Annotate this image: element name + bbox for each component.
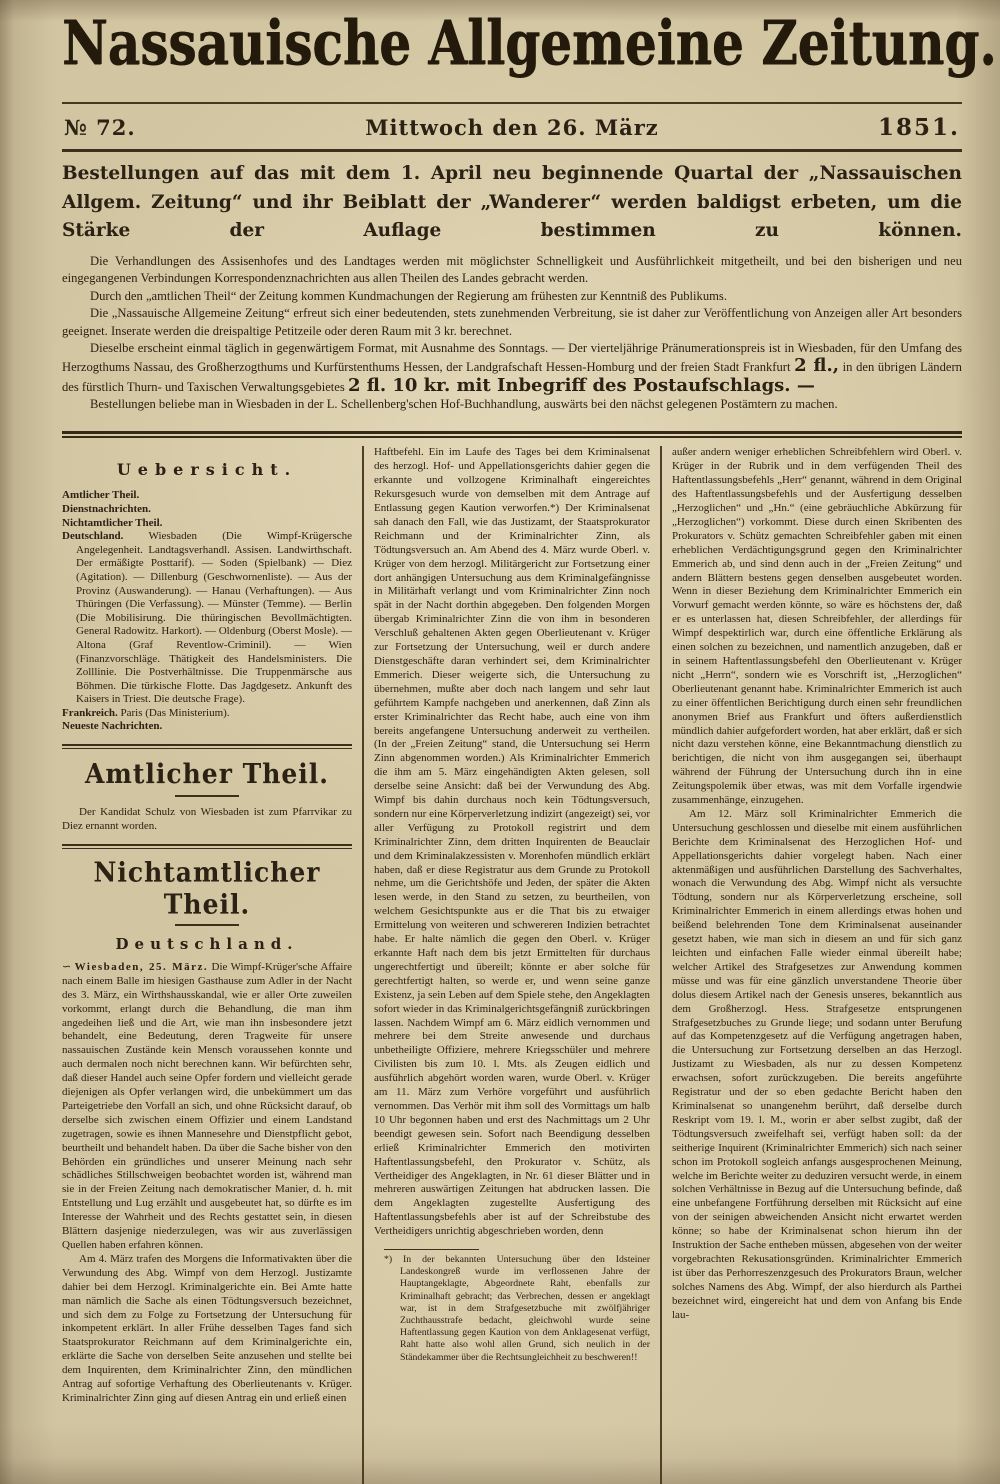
masthead-title: Nassauische Allgemeine Zeitung. bbox=[62, 6, 997, 79]
footnote-text: *) In der bekannten Untersuchung über den Idsteiner Landeskongreß wurde im verflossenen Jahre der Hauptangeklagte, Abgeordnete Raht, ebenfalls zur Kriminalhaft gebracht; das Verbrechen, dessen er angeklagt war, ist in dem Strafgesetzbuche mit zwölfjähriger Zuchthausstrafe bedacht, gleichwohl wurde seine Haftentlassung gegen Kaution von dem Anklagesenat verfügt, Raht hatte also wohl allen Grund, sich neulich in der Ständekammer über die Rechtsungleichheit zu beschweren!! bbox=[384, 1254, 650, 1363]
footnote-rule bbox=[384, 1249, 479, 1250]
issue-year: 1851. bbox=[877, 114, 960, 141]
overview-item: Frankreich. Paris (Das Ministerium). bbox=[62, 706, 230, 719]
overview-item: Amtlicher Theil. bbox=[62, 489, 140, 502]
subscription-notice bbox=[62, 152, 962, 423]
overview-item: Nichtamtlicher Theil. bbox=[62, 516, 163, 529]
footnote bbox=[384, 1249, 650, 1364]
unofficial-section-title: Nichtamtlicher Theil. bbox=[93, 855, 321, 920]
overview-item: Neueste Nachrichten. bbox=[62, 720, 163, 733]
heading-rule bbox=[175, 795, 239, 797]
heading-rule bbox=[175, 924, 239, 926]
country-heading: Deutschland. bbox=[115, 934, 299, 953]
overview-item: Deutschland. Wiesbaden (Die Wimpf-Krügersche Angelegenheit. Landtagsverhandl. Assisen. Landwirthschaft. Der ermäßigte Posttarif). — Soden (Spielbank) — Diez (Agitation). — Dillenburg (Geschwornenliste). — Aus der Provinz (Auswanderung). — Hanau (Verhaftungen). — Aus Thüringen (Die Verfassung). — Münster (Temme). — Berlin (Die Mobilisirung. Die thüringischen Bevollmächtigten. General Radowitz. Harkort). — Oldenburg (Oberst Mosle). — Altona (Graf Reventlow-Criminil). — Wien (Finanzvorschläge. Thätigkeit des Handelsministers. Die Zolllinie. Die Postverhältnisse. Die Truppenmärsche aus Böhmen. Die türkische Flotte. Das Jagdgesetz. Ankunft des Kaisers in Triest. Die deutsche Frage). bbox=[62, 530, 352, 706]
section-divider-rule bbox=[62, 431, 962, 438]
article-paragraph: ∽ Wiesbaden, 25. März. Die Wimpf-Krüger'sche Affaire nach einem Balle im hiesigen Gasthause zum Adler in der Nacht des 3. März, ein Wirthshausskandal, wie er aller Orte zuweilen vorkommt, erlangt durch die Behandlung, die man ihm angedeihen ließ und die Art, wie man ihn insbesondere jetzt behandelt, eine Bedeutung, deren Tragweite für unsere nassauischen Zustände kein Mensch voraussehen konnte und auch dermalen noch nicht berechnen kann. Wir befürchten sehr, daß dieser Handel auch seine Opfer fordern und vielleicht gerade diejenigen als Opfer verlangen wird, die unbekümmert um das Parteigetriebe den Vorfall an sich, und ohne Rücksicht darauf, ob derselbe sich zwischen einem Offizier und einem Landstand zugetragen, sowie es ihnen Mannesehre und Dienstpflicht gebot, beurtheilt und behandelt haben. Da über die Sache bisher von den Behörden ein gründliches und unserer Meinung nach sehr schädliches Stillschweigen beobachtet worden ist, während man sie in der Freien Zeitung nach demokratischer Manier, d. h. mit Entstellung und Lug erzählt und ausgebeutet hat, so dürfte es im Interesse der Wahrheit und des Rechts gestattet sein, in diesen Blättern dasjenige niederzulegen, was wir aus zuverlässigen Quellen haben erfahren können. bbox=[62, 960, 352, 1252]
article-lead-mark: ∽ bbox=[62, 960, 72, 973]
article-paragraph: Am 4. März trafen des Morgens die Informativakten über die Verwundung des Abg. Wimpf von dem Herzogl. Justizamte dahier bei dem Herzogl. Kriminalgerichte ein. Bei Amte hatte man nämlich die Sache als einen Tödtungsversuch bezeichnet, und sich dem zu Folge zu Fortsetzung der Untersuchung für inkompetent erklärt. In aller Frühe desselben Tages fand sich Staatsprokurator Reichmann auf dem Kriminalgerichte ein, erklärte die Sache von derselben Seite anzusehen und stellte bei dem Inquirenten, dem Kriminalrichter Zinn, den mündlichen Antrag auf sofortige Verhaftung des Oberlieutenants v. Krüger. Kriminalrichter Zinn ging auf diesen Antrag ein und erließ einen bbox=[62, 1252, 352, 1404]
divider-rule bbox=[62, 744, 352, 749]
notice-text: Dieselbe erscheint einmal täglich in gegenwärtigem Format, mit Ausnahme des Sonntags. — Der vierteljährige Pränumerationspreis ist in Wiesbaden, für den Umfang des Herzogthums Nassau, des Großherzogthums und Kurfürstenthums Hessen, der Landgrafschaft Hessen-Homburg und der freien Stadt Frankfurt bbox=[62, 340, 962, 375]
notice-headline: Bestellungen auf das mit dem 1. April neu beginnende Quartal der „Nassauischen Allgem. Zeitung“ und ihr Beiblatt der „Wanderer“ werden baldigst erbeten, um die Stärke der Auflage bestimmen zu können. bbox=[62, 163, 962, 242]
notice-text: in den übrigen Ländern des fürstlich Thurn- und Taxischen Verwaltungsgebietes bbox=[62, 360, 962, 394]
article-dateline: Wiesbaden, 25. März. bbox=[74, 960, 209, 973]
notice-paragraph: Die Verhandlungen des Assisenhofes und des Landtages werden mit möglichster Schnelligkeit und Ausführlichkeit mitgetheilt, und bei den bisherigen und neu eingegangenen Verbindungen Korrespondenznachrichten aus allen Theilen des Landes gebracht werden. bbox=[62, 254, 962, 286]
article-paragraph: außer andern weniger erheblichen Schreibfehlern wird Oberl. v. Krüger in der Rubrik und in dem verfügenden Theil des Haftentlassungsbefehls „Herr“ genannt, während in dem Original des Haftentlassungsbefehls und der Ausfertigung desselben „Herzoglichen“ und „Hn.“ (eine gebräuchliche Abkürzung für „Herzoglichen“) vorkommt. Diese durch einen Skribenten des Prokurators v. Schütz gemachten Schreibfehler gaben mit einen erheblichen Verdächtigungsgrund gegen den Kriminalrichter Emmerich ab, und sind denn auch in der „Freien Zeitung“ und andern Blättern bestens gegen denselben ausgebeutet worden. Wenn in dieser Beziehung dem Kriminalrichter Emmerich ein Vorwurf gemacht werden könnte, so wäre es höchstens der, daß er es unterlassen hat, diesen Schreibfehler, der allerdings für Wimpf despektirlich war, durch eine öffentliche Erklärung als einen solchen zu bezeichnen, und namentlich anzugeben, daß er in seinem Haftentlassungsbefehl den Oberlieutenant v. Krüger nicht „Herrn“, sondern wie es Vorschrift ist, „Herzoglichen“ Oberlieutenant genannt habe. Kriminalrichter Emmerich ist auch zu einer öffentlichen Berichtigung durch einen sehr freundlichen anonymen Brief aus Frankfurt und öfters außerdienstlich mündlich dahier aufgefordert worden, hat aber erklärt, daß er sich nicht dazu verstehen könne, eine Bekanntmachung dienstlich zu berichtigen, die nicht von ihm ausgegangen sei, überhaupt während der Führung der Untersuchung durch ihn in eine Zeitungspolemik über etwas, was mit dem Vorfalle irgendwie zusammenhänge, einzugehen. bbox=[672, 446, 962, 807]
divider-rule bbox=[62, 844, 352, 849]
column-3 bbox=[662, 446, 962, 1484]
column-layout bbox=[62, 446, 962, 1484]
official-section-title: Amtlicher Theil. bbox=[85, 757, 329, 790]
price-text: 2 fl., bbox=[794, 355, 840, 377]
dateline bbox=[62, 104, 962, 149]
official-section-body: Der Kandidat Schulz von Wiesbaden ist zum Pfarrvikar zu Diez ernannt worden. bbox=[62, 806, 352, 832]
notice-paragraph: Bestellungen beliebe man in Wiesbaden in der L. Schellenberg'schen Hof-Buchhandlung, auswärts bei den nächst gelegenen Postämtern zu machen. bbox=[90, 397, 838, 412]
column-2 bbox=[362, 446, 662, 1484]
overview-item: Dienstnachrichten. bbox=[62, 502, 151, 515]
notice-paragraph: Durch den „amtlichen Theil“ der Zeitung kommen Kundmachungen der Regierung am frühesten zur Kenntniß des Publikums. bbox=[90, 288, 727, 303]
article-paragraph: Am 12. März soll Kriminalrichter Emmerich die Untersuchung geschlossen und dieselbe mit einem ausführlichen Berichte dem Kriminalsenat des Herzoglichen Hof- und Appellationsgerichts dahier vorgelegt haben. Nach einer aktenmäßigen und ausführlichen Darstellung des Sachverhaltes, wonach die Verwundung des Abg. Wimpf nicht als versuchte Tödtung, sondern nur als Körperverletzung erscheine, soll Kriminalrichter Emmerich in einem allerdings etwas hohen und beißend belehrenden Tone dem Kriminalsenat auseinander gesetzt haben, wie man sich in diesem an und für sich ganz leichten und einfachen Falle wieder einmal übereilt habe; welcher Artikel des Strafgesetzes zur Anwendung kommen müsse und was für eine gänzlich unverstandene Theorie über dolus diesem Artikel nach der Genesis unseres, bekanntlich aus dem Großherzogl. Hess. Strafgesetze entsprungenen Strafgesetzbuches zu Grunde liege; und sodann unter Berufung auf das Kompetenzgesetz auf die Verfügung angetragen haben, die Untersuchung zur Fortsetzung derselben an das Herzogl. Justizamt zu Wiesbaden, als nur zu dessen Kompetenz erwachsen, sofort zurückzugeben. Die bereits angeführte Registratur und der so eben gedachte Bericht haben den Kriminalsenat so unangenehm berührt, daß derselbe durch Reskript vom 19. l. M., worin er aber selbst zugibt, daß der Tödtungsversuch zweifelhaft sei, verfügt haben soll: da der seitherige Inquirent (Kriminalrichter Emmerich) sich nach seiner schon im Protokoll sogleich anfangs ausgesprochenen Meinung, welche im Berichte weiter zu deduziren versucht werde, in einem solchen Verhältnisse in Bezug auf die Untersuchung befinde, daß eine unbefangene Fortführung derselben mit Rücksicht auf eine von der seinigen abweichenden Ansicht nicht erwartet werden könne; so habe der Kriminalsenat schon hierum ihn der Instruktion der Sache entheben müssen, abgesehen von der weiter vorgebrachten Rekusationsgründen. Kriminalrichter Emmerich ist über das Perhorreszenzgesuch des Prokurators Braun, welcher solches Namens des Abg. Wimpf, der also hierdurch als Parthei bezeichnet wird, eingereicht hat und dem von Anfang bis Ende lau- bbox=[672, 807, 962, 1321]
issue-number: № 72. bbox=[64, 115, 136, 140]
price-text: 2 fl. 10 kr. mit Inbegriff des Postaufschlags. — bbox=[347, 374, 815, 396]
issue-date: Mittwoch den 26. März bbox=[365, 115, 659, 140]
notice-paragraph bbox=[62, 340, 962, 396]
overview-title: Uebersicht. bbox=[116, 460, 298, 480]
column-1 bbox=[62, 446, 362, 1484]
article-paragraph: Haftbefehl. Ein im Laufe des Tages bei dem Kriminalsenat des herzogl. Hof- und Appellationsgerichts dahier gegen die erkannte und vollzogene Kriminalhaft eingereichtes Rekursgesuch wurde von demselben mit dem Antrage auf Entlassung gegen Kaution verworfen.*) Der Kriminalsenat sah danach den Fall, wie das Justizamt, der Staatsprokurator Reichmann und der Kriminalrichter Zinn, als Tödtungsversuch an. Am Abend des 4. März wurde Oberl. v. Krüger von dem herzogl. Militärgericht zur Fortsetzung einer dort anhängigen Untersuchung aus dem Kriminalgefängnisse in Militärhaft verlangt und vom Kriminalrichter Zinn noch spät in der Nacht dorthin abgegeben. Den folgenden Morgen übergab Kriminalrichter Zinn die von ihm in besonderen Verschluß gehaltenen Akten gegen Oberlieutenant v. Krüger zur Fortsetzung der Untersuchung, weil er durch andere Dienstgeschäfte daran verhindert sei, dem Kriminalrichter Emmerich. Dieser weigerte sich, die Untersuchung zu übernehmen, mußte aber doch nach langem und sehr laut geführtem Kampfe nachgeben und anerkennen, daß Zinn als erster Kriminalrichter das Recht habe, auch eine von ihm bereits angefangene Untersuchung anderweit zu vertheilen. (In der „Freien Zeitung“ stand, die Untersuchung sei Herrn Zinn abgenommen worden.) Als Kriminalrichter Emmerich die ihm am 5. März eingehändigten Akten gelesen, soll derselbe seine Ansicht: daß bei der Verwundung des Abg. Wimpf bis dahin durchaus noch kein Tödtungsversuch, sondern nur eine Körperverletzung indizirt (angezeigt) sei, vor aller Verfügung zu Protokoll registrirt und dem Kriminalrichter Zinn, dem dritten Inquirenten de Beauclair und dem Kriminalakzessisten v. Morenhofen mündlich erklärt haben, daß er diese Registratur aus dem Grunde zu Protokoll nehme, um die Gerichtshöfe und Jeden, der später die Akten lesen werde, in den Stand zu setzen, zu beurtheilen, von welchem Gesichtspunkte aus er die That bis zu etwaiger Ermittelung von weiteren und schwereren Indizien betrachtet habe. Er halte nämlich die gegen den Oberl. v. Krüger erkannte Haft nach dem bis jetzt Ermittelten für durchaus ungerechtfertigt und übereilt; könnte er aber solche für gerechtfertigt halten, so werde er, und wenn seine ganze Existenz, ja sein Leben auf dem Spiele stehe, den Angeklagten sofort wieder in das Kriminalgerichtsgefängniß zurückbringen lassen. Nachdem Wimpf am 6. März eidlich vernommen und mehrere bei dem Streite anwesende und durchaus unbetheiligte Offiziere, mehrere Kriegsschüler und mehrere Civilisten bis zum 10. l. Mts. als Zeugen eidlich und ausführlich abgehört worden waren, wurde Oberl. v. Krüger am 11. März zum Verhöre vorgeführt und ausführlich vernommen. Das Verhör mit ihm soll des Vormittags um halb 10 Uhr begonnen haben und erst des Nachmittags um 2 Uhr beendigt gewesen sein. Sofort nach Beendigung desselben erließ Kriminalrichter Emmerich den motivirten Haftentlassungsbefehl, den Prokurator v. Schütz, als Vertheidiger des Angeklagten, in Nr. 61 dieser Blätter und in mehreren auswärtigen Zeitungen hat abdrucken lassen. Die dem Angeklagten zugestellte Ausfertigung des Haftentlassungsbefehls aber ist auf der Schreibstube des Vertheidigers unrichtig abgeschrieben worden, denn bbox=[374, 446, 650, 1238]
notice-paragraph: Die „Nassauische Allgemeine Zeitung“ erfreut sich einer bedeutenden, stets zunehmenden Verbreitung, sie ist daher zur Veröffentlichung von Anzeigen aller Art besonders geeignet. Inserate werden die dreispaltige Petitzeile oder deren Raum mit 3 kr. berechnet. bbox=[62, 306, 962, 338]
